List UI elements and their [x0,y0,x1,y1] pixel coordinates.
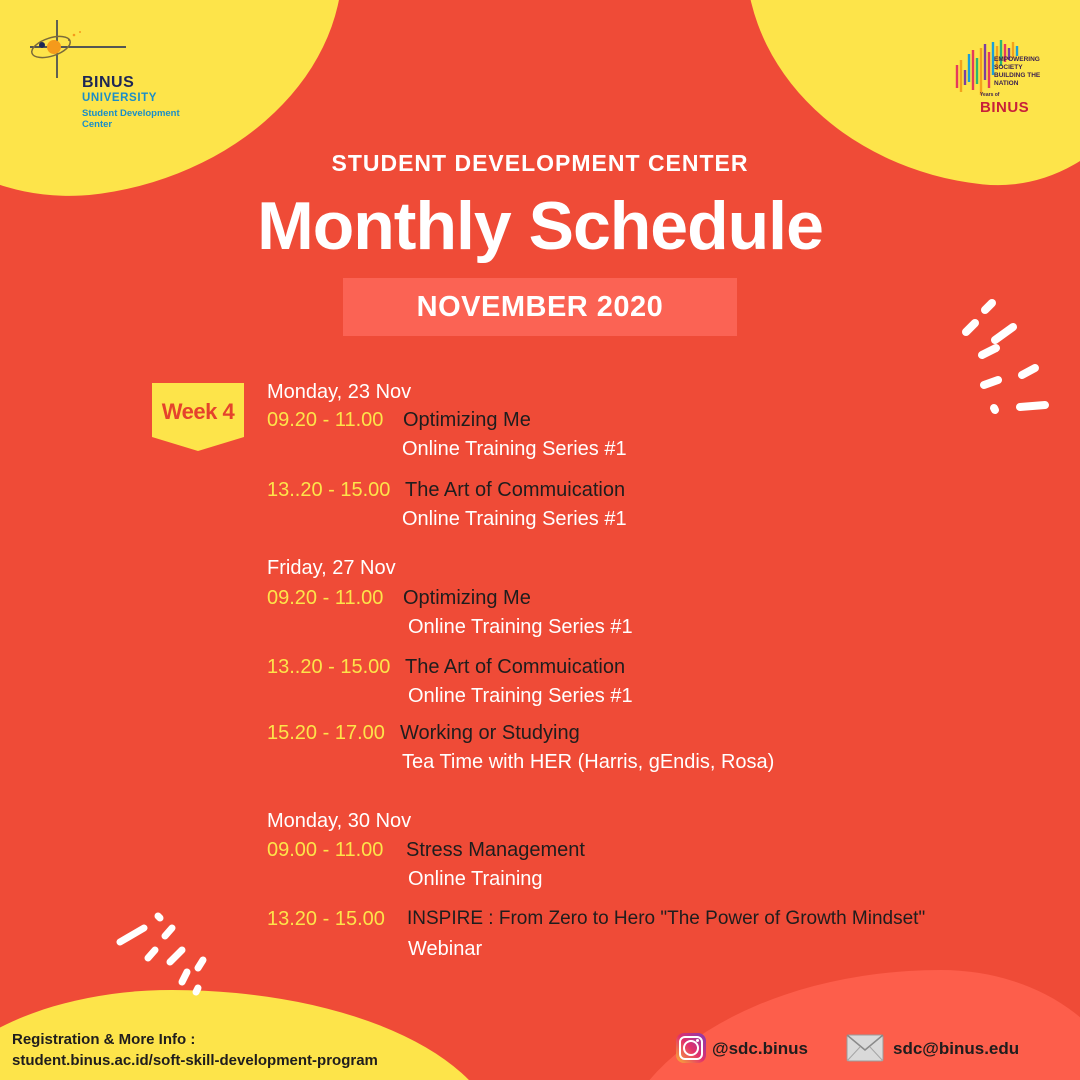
unit-name: Student Development Center [82,108,180,130]
session-title: The Art of Commuication [405,656,626,678]
confetti-dashes-icon [950,295,1060,420]
session-time: 09.20 - 11.00 [267,587,384,609]
email-address[interactable]: sdc@binus.edu [893,1039,1020,1058]
session-title: Optimizing Me [403,409,531,431]
registration-label: Registration & More Info : [12,1031,196,1048]
registration-info [12,1029,378,1071]
week-label: Week 4 [161,399,235,424]
session-title: Working or Studying [400,722,580,744]
mail-icon[interactable] [846,1034,884,1062]
session-subtitle: Online Training [408,868,543,890]
coral-blob-bottom-right [610,970,1080,1080]
session-subtitle: Online Training Series #1 [402,508,627,530]
page-title: Monthly Schedule [257,188,823,264]
week-badge [152,383,244,451]
day-heading: Friday, 27 Nov [267,557,396,579]
session-time: 09.00 - 11.00 [267,839,384,861]
day-heading: Monday, 30 Nov [267,810,412,832]
binus-anniversary-logo [950,40,1050,120]
session-time: 15.20 - 17.00 [267,722,385,744]
instagram-handle[interactable]: @sdc.binus [712,1039,808,1058]
session-title: INSPIRE : From Zero to Hero "The Power of Growth Mindset" [407,908,926,929]
day-heading: Monday, 23 Nov [267,381,412,403]
session-time: 09.20 - 11.00 [267,409,384,431]
session-title: The Art of Commuication [405,479,626,501]
organization-name: STUDENT DEVELOPMENT CENTER [331,150,749,176]
session-time: 13..20 - 15.00 [267,656,391,678]
session-subtitle: Online Training Series #1 [408,685,633,707]
instagram-icon[interactable] [676,1033,706,1063]
session-title: Stress Management [406,839,585,861]
month-text: NOVEMBER 2020 [416,291,664,323]
binus-logo [24,20,180,130]
logo-tagline: EMPOWERING SOCIETY BUILDING THE NATION [994,56,1041,87]
session-subtitle: Online Training Series #1 [408,616,633,638]
confetti-dashes-icon [110,910,220,1010]
binus-logo-icon [24,20,134,80]
session-subtitle: Webinar [408,938,483,960]
session-title: Optimizing Me [403,587,531,609]
session-subtitle: Online Training Series #1 [402,438,627,460]
registration-link[interactable]: student.binus.ac.id/soft-skill-development-program [12,1052,378,1069]
month-banner [343,278,737,336]
logo-years-text: Years of [980,92,1000,98]
university-text: UNIVERSITY [82,92,158,104]
session-time: 13.20 - 15.00 [267,908,385,930]
session-subtitle: Tea Time with HER (Harris, gEndis, Rosa) [402,751,775,773]
session-time: 13..20 - 15.00 [267,479,391,501]
binus-brand-text: BINUS [82,74,135,91]
logo-brand-text: BINUS [980,99,1030,116]
